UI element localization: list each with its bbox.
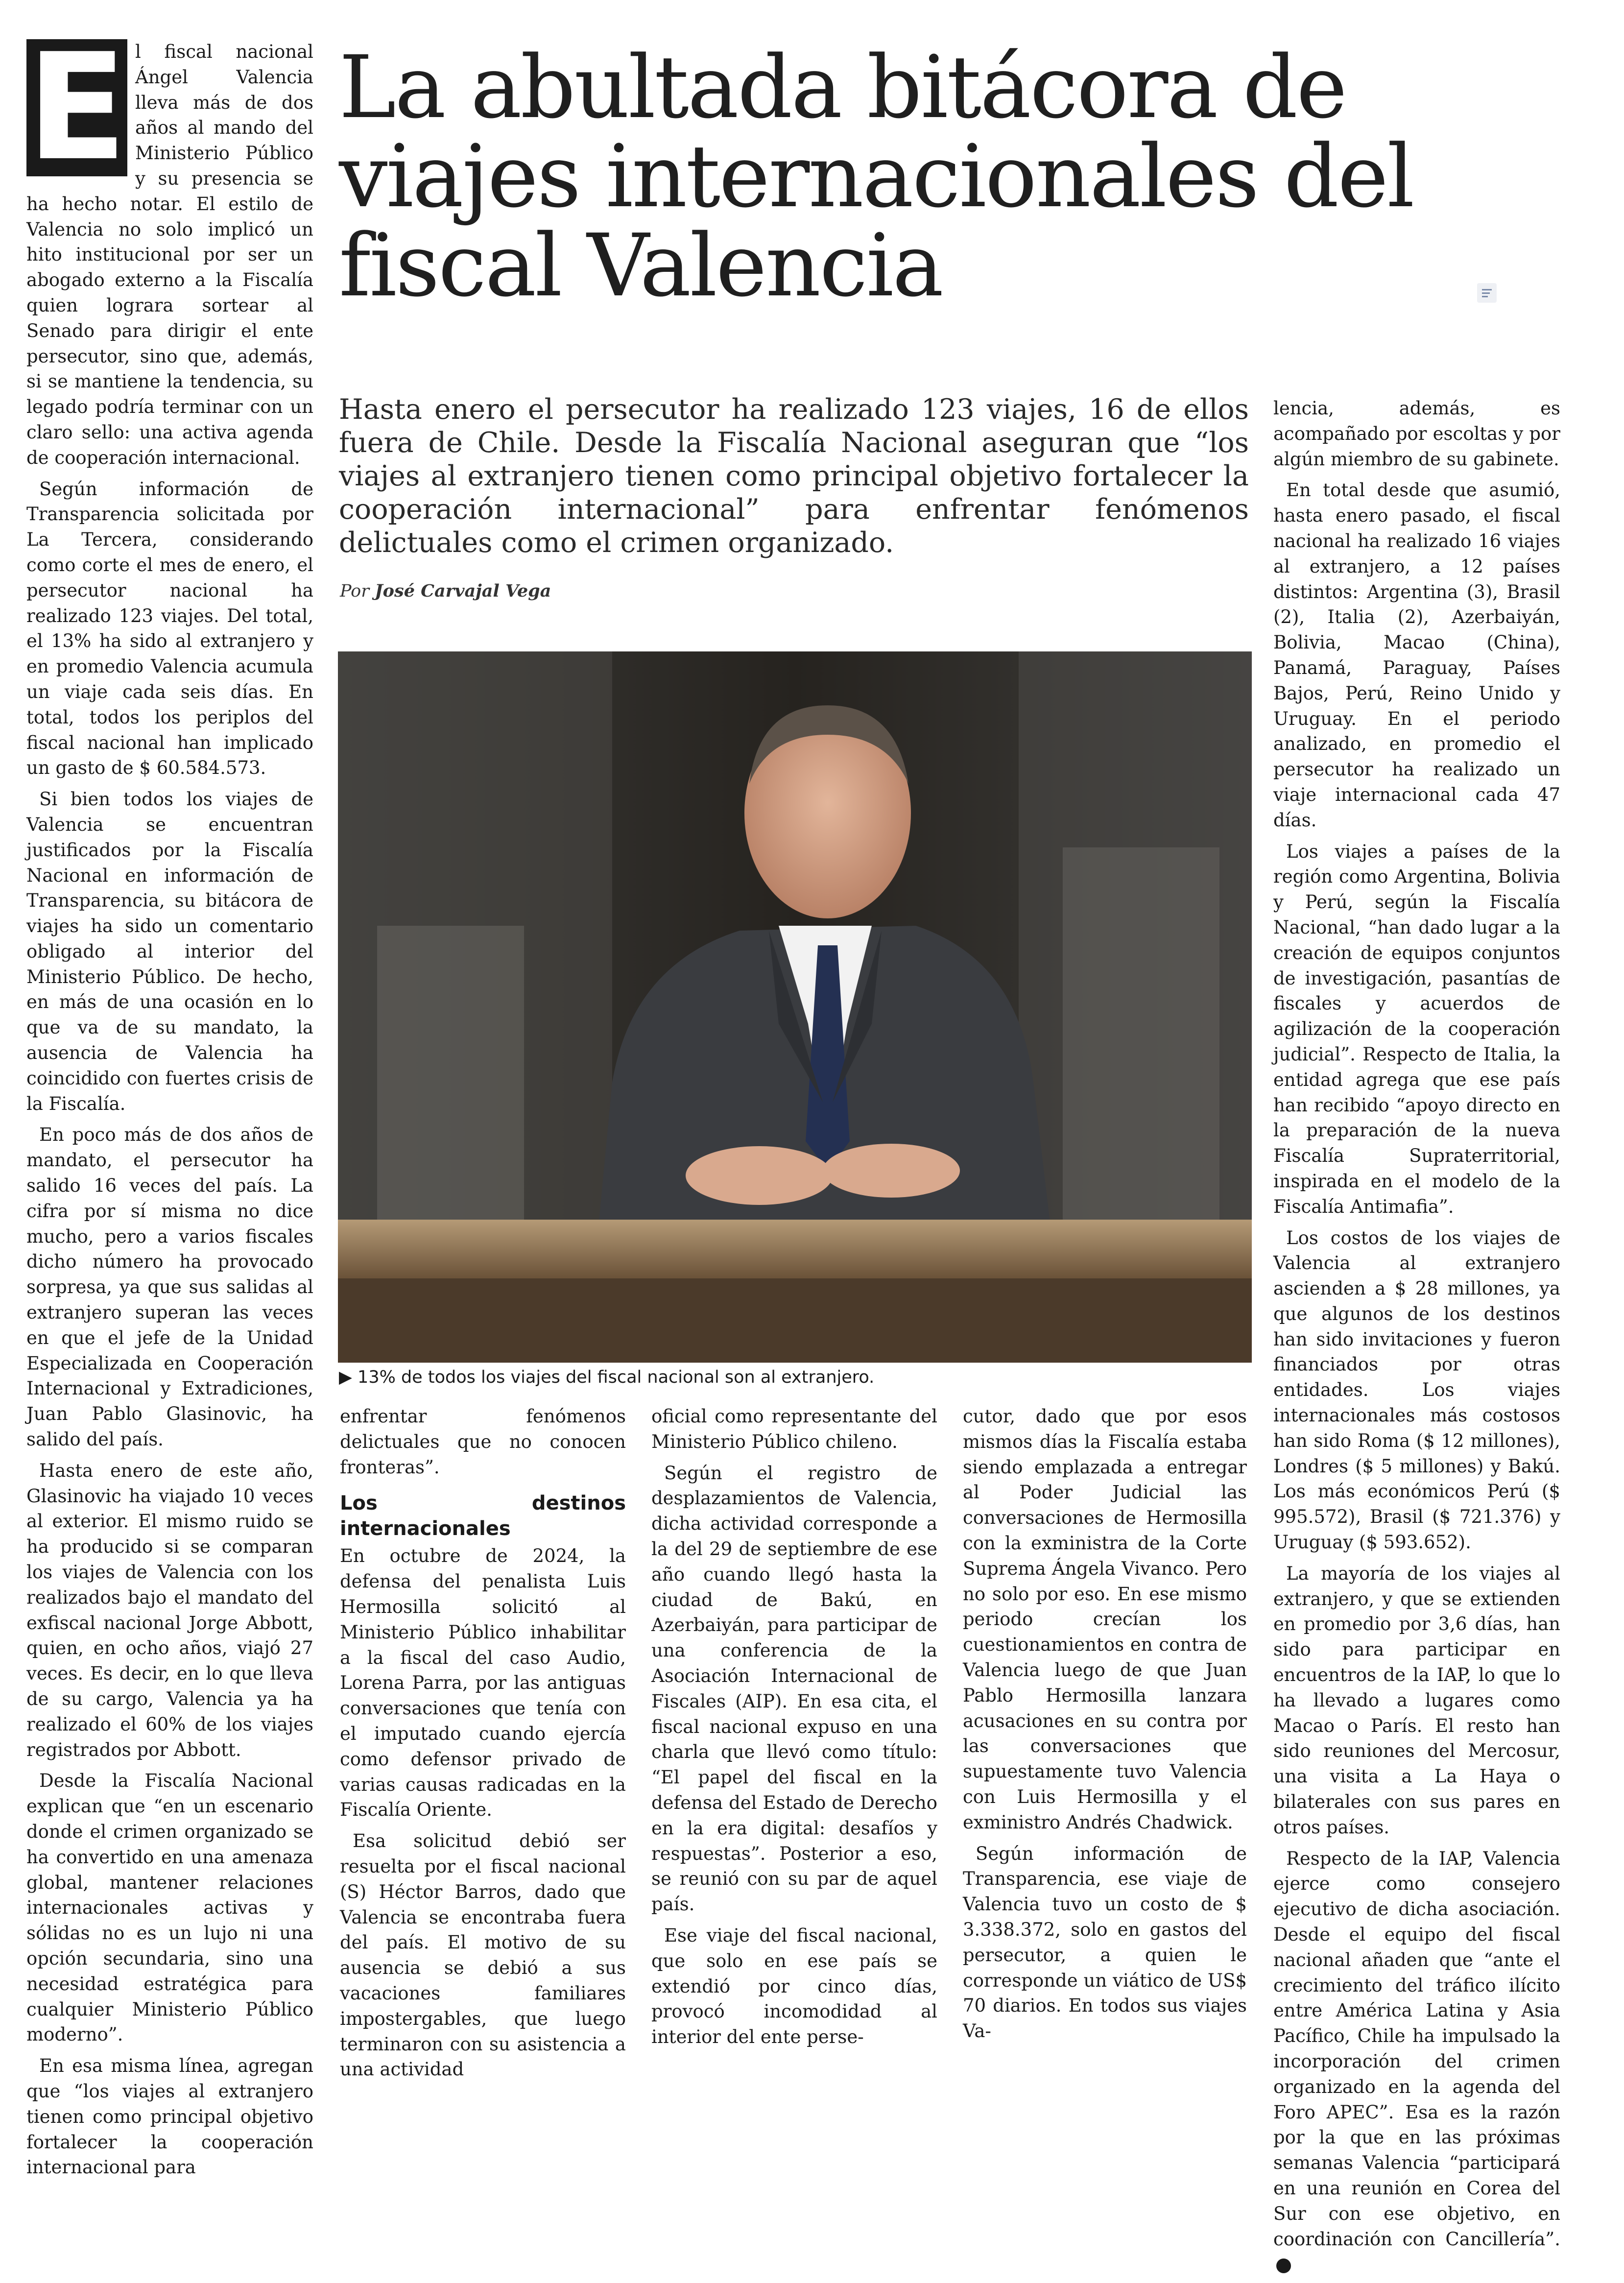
paragraph: lencia, además, es acompañado por escoltas y por algún miembro de su gabinete. (1273, 398, 1560, 470)
paragraph: Los viajes a países de la región como Argentina, Bolivia y Perú, según la Fiscalía Nacional, “han dado lugar a la creación de equipos conjuntos de investigación, pasantías de fiscales y acuerdos de agilización de la cooperación judicial”. Respecto de Italia, la entidad agrega que ese país han recibido “apoyo directo en la preparación de la nueva Fiscalía Supraterritorial, inspirada en el modelo de la Fiscalía Antimafia”. (1273, 841, 1560, 1217)
paragraph: Si bien todos los viajes de Valencia se encuentran justificados por la Fiscalía Nacional en información de Transparencia, su bitácora de viajes ha sido un comentario obligado al interior del Ministerio Público. De hecho, en más de una ocasión en lo que va de su mandato, la ausencia de Valencia ha coincidido con fuertes crisis de la Fiscalía. (26, 789, 313, 1114)
caption-text: 13% de todos los viajes del fiscal nacional son al extranjero. (358, 1368, 875, 1387)
article-deck: Hasta enero el persecutor ha realizado 123 viajes, 16 de ellos fuera de Chile. Desde la Fiscalía Nacional aseguran que “los viajes al extranjero tienen como principal objetivo fortalecer la cooperación internacional” para enfrentar fenómenos delictuales como el crimen organizado. (339, 393, 1249, 559)
article-column-1 (26, 22, 313, 2186)
paragraph: Ese viaje del fiscal nacional, que solo en ese país se extendió por cinco días, provocó incomodidad al interior del ente perse- (651, 1924, 937, 2048)
paragraph: En esa misma línea, agregan que “los viajes al extranjero tienen como principal objetivo fortalecer la cooperación internacional para (26, 2055, 313, 2178)
byline-prefix: Por (340, 581, 369, 601)
paragraph: Esa solicitud debió ser resuelta por el fiscal nacional (S) Héctor Barros, dado que Valencia se encontraba fuera del país. El motivo de su ausencia se debió a sus vacaciones familiares impostergables, que luego terminaron con su asistencia a una actividad (340, 1830, 626, 2080)
headline: La abultada bitácora de viajes internacionales del fiscal Valencia (339, 37, 1413, 316)
paragraph: En total desde que asumió, hasta enero pasado, el fiscal nacional ha realizado 16 viajes al extranjero, a 12 países distintos: Argentina (3), Brasil (2), Italia (2), Azerbaiyán, Bolivia, Macao (China), Panamá, Paraguay, Países Bajos, Perú, Reino Unido y Uruguay. En el periodo analizado, en promedio el persecutor ha realizado un viaje internacional cada 47 días. (1273, 480, 1560, 831)
paragraph: enfrentar fenómenos delictuales que no conocen fronteras”. (340, 1406, 626, 1478)
paragraph: cutor, dado que por esos mismos días la Fiscalía estaba siendo emplazada a entregar al Poder Judicial las conversaciones de Hermosilla con la exministra de la Corte Suprema Ángela Vivanco. Pero no solo por eso. En ese mismo periodo crecían los cuestionamientos en contra de Valencia luego de que Juan Pablo Hermosilla lanzara acusaciones en su contra por las conversaciones que supuestamente tuvo Valencia con Luis Hermosilla y el exministro Andrés Chadwick. (963, 1406, 1247, 1833)
byline-author: José Carvajal Vega (375, 581, 551, 601)
photo-caption (339, 1367, 1250, 1388)
paragraph: Según información de Transparencia solicitada por La Tercera, considerando como corte el mes de enero, el persecutor nacional ha realizado 123 viajes. Del total, el 13% ha sido al extranjero y en promedio Valencia acumula un viaje cada seis días. En total, todos los periplos del fiscal nacional han implicado un gasto de $ 60.584.573. (26, 478, 313, 779)
paragraph: oficial como representante del Ministerio Público chileno. (651, 1406, 937, 1452)
caption-arrow-icon: ▶ (339, 1368, 358, 1387)
article-column-4 (651, 1404, 937, 2056)
paragraph: Los costos de los viajes de Valencia al extranjero ascienden a $ 28 millones, ya que algunos de los destinos han sido invitaciones y fueron financiados por otras entidades. Los viajes internacionales más costosos han sido Roma ($ 12 millones), Londres ($ 5 millones) y Bakú. Los más económicos Perú ($ 995.572), Brasil ($ 721.376) y Uruguay ($ 593.652). (1273, 1227, 1560, 1553)
paragraph: En octubre de 2024, la defensa del penalista Luis Hermosilla solicitó al Ministerio Público inhabilitar a la fiscal del caso Audio, Lorena Parra, por las antiguas conversaciones que tenía con el imputado cuando ejercía como defensor privado de varias causas radicadas en la Fiscalía Oriente. (340, 1545, 626, 1821)
paragraph: l fiscal nacional Ángel Valencia lleva más de dos años al mando del Ministerio Público y su presencia se ha hecho notar. El estilo de Valencia no solo implicó un hito institucional por ser un abogado externo a la Fiscalía quien lograra sortear al Senado para dirigir el ente persecutor, sino que, además, si se mantiene la tendencia, su legado podría terminar con un claro sello: una activa agenda de cooperación internacional. (26, 41, 313, 468)
paragraph: Hasta enero de este año, Glasinovic ha viajado 10 veces al exterior. El mismo ruido se ha producido si se comparan los viajes de Valencia con los realizados bajo el mandato del exfiscal nacional Jorge Abbott, quien, en ocho años, viajó 27 veces. Es decir, en lo que lleva de su cargo, Valencia ya ha realizado el 60% de los viajes registrados por Abbott. (26, 1460, 313, 1760)
paragraph: La mayoría de los viajes al extranjero, y que se extienden en promedio por 3,6 días, han sido para participar en encuentros de la IAP, lo que lo ha llevado a lugares como Macao o París. El resto han sido reuniones del Mercosur, una visita a La Haya o bilaterales con sus pares en otros países. (1273, 1562, 1560, 1838)
article-column-6 (1273, 396, 1560, 2283)
article-photo (338, 651, 1252, 1363)
paragraph: En poco más de dos años de mandato, el persecutor ha salido 16 veces del país. La cifra por sí misma no dice mucho, pero a varios fiscales dicho número ha provocado sorpresa, ya que sus salidas al extranjero superan las veces en que el jefe de la Unidad Especializada en Cooperación Internacional y Extradiciones, Juan Pablo Glasinovic, ha salido del país. (26, 1124, 313, 1450)
paragraph: Según el registro de desplazamientos de Valencia, dicha actividad corresponde a la del 29 de septiembre de ese año cuando llegó hasta la ciudad de Bakú, en Azerbaiyán, para participar de una conferencia de la Asociación Internacional de Fiscales (AIP). En esa cita, el fiscal nacional expuso en una charla que llevó como título: “El papel del fiscal en la defensa del Estado de Derecho en la era digital: desafíos y respuestas”. Posterior a eso, se reunió con su par de aquel país. (651, 1462, 937, 1915)
paragraph: Según información de Transparencia, ese viaje de Valencia tuvo un costo de $ 3.338.372, solo en gastos del persecutor, a quien le corresponde un viático de US$ 70 diarios. En todos sus viajes Va- (963, 1843, 1247, 2042)
note-icon[interactable] (1477, 283, 1497, 303)
drop-cap: E (26, 22, 127, 193)
paragraph: Desde la Fiscalía Nacional explican que “en un escenario donde el crimen organizado se ha convertido en una amenaza global, mantener relaciones internacionales activas y sólidas no es un lujo ni una opción secundaria, sino una necesidad estratégica para cualquier Ministerio Público moderno”. (26, 1770, 313, 2045)
end-mark-icon (1276, 2259, 1291, 2273)
article-column-5 (963, 1404, 1247, 2050)
section-subhead: Los destinos internacionales (340, 1492, 626, 1540)
byline (340, 581, 551, 601)
article-column-3 (340, 1404, 626, 2088)
paragraph: Respecto de la IAP, Valencia ejerce como consejero ejecutivo de dicha asociación. Desde el equipo del fiscal nacional añaden que “ante el crecimiento del tráfico ilícito entre América Latina y Asia Pacífico, Chile ha impulsado la incorporación del crimen organizado en la agenda del Foro APEC”. Esa es la razón por la que en las próximas semanas Valencia “participará en una reunión en Corea del Sur con ese objetivo, en coordinación con Cancillería”. (1273, 1848, 1560, 2250)
